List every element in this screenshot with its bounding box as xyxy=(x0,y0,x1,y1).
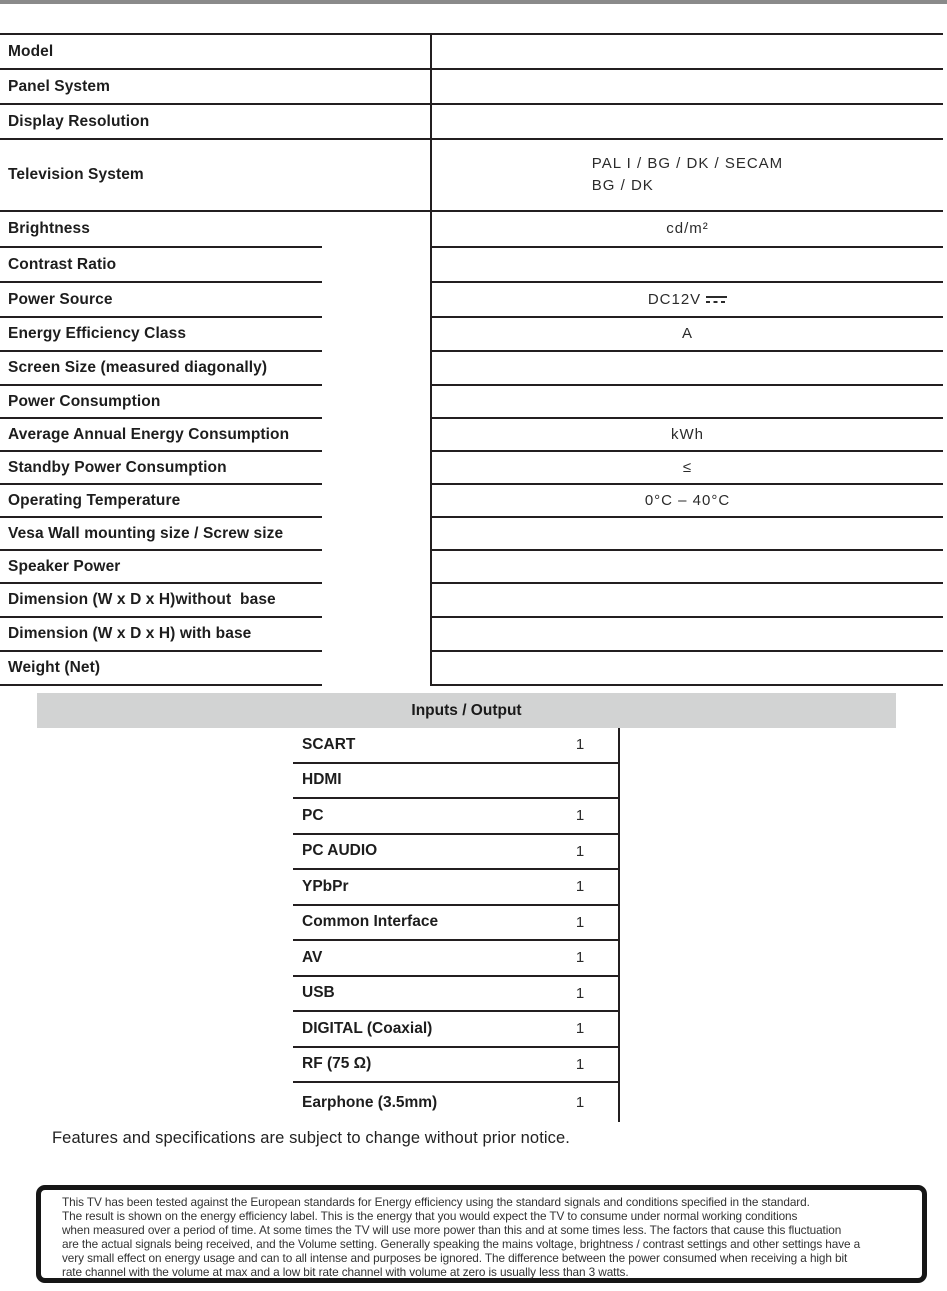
spec-row-value-cell xyxy=(430,485,943,518)
spec-row-label-cell xyxy=(0,70,322,105)
spec-row-label-cell xyxy=(0,283,322,318)
spec-row-value-cell xyxy=(430,386,943,419)
spec-row-label-cell xyxy=(0,551,322,584)
spec-row-label-cell xyxy=(0,485,322,518)
spec-row-label: Model xyxy=(8,42,54,60)
spec-row-gap-cell xyxy=(322,318,430,352)
io-row xyxy=(293,764,618,800)
spec-row-gap-cell xyxy=(322,618,430,652)
spec-row-label-cell xyxy=(0,212,322,248)
spec-row-label: Panel System xyxy=(8,77,111,95)
spec-value-line: PAL I / BG / DK / SECAM xyxy=(591,155,784,172)
spec-row-value-cell xyxy=(430,283,943,318)
io-row-value: 1 xyxy=(575,1055,585,1073)
spec-row-label-cell xyxy=(0,419,322,452)
io-table xyxy=(293,728,620,1122)
spec-value-line: DC12V xyxy=(648,289,727,311)
spec-row xyxy=(0,35,943,70)
spec-row-label-cell xyxy=(0,105,322,140)
io-row xyxy=(293,870,618,906)
dc-symbol-icon xyxy=(706,294,727,305)
spec-value-line: A xyxy=(681,325,693,342)
notice-text: Features and specifications are subject to change without prior notice. xyxy=(52,1129,570,1147)
io-row xyxy=(293,1012,618,1048)
spec-row-label-cell xyxy=(0,140,322,212)
spec-row-label: Operating Temperature xyxy=(8,491,181,509)
io-row xyxy=(293,941,618,977)
spec-row-value-cell xyxy=(430,248,943,283)
io-row xyxy=(293,799,618,835)
spec-row-gap-cell xyxy=(322,386,430,419)
io-row-label: USB xyxy=(302,984,335,1002)
spec-row-label: Standby Power Consumption xyxy=(8,458,227,476)
io-row xyxy=(293,1048,618,1084)
spec-row xyxy=(0,140,943,212)
spec-row-value-cell xyxy=(430,419,943,452)
spec-row-label: Power Consumption xyxy=(8,392,161,410)
io-row xyxy=(293,728,618,764)
spec-row-label-cell xyxy=(0,584,322,618)
io-row xyxy=(293,835,618,871)
spec-row-gap-cell xyxy=(322,35,430,70)
io-row-label: DIGITAL (Coaxial) xyxy=(302,1019,433,1037)
spec-row xyxy=(0,352,943,386)
io-row-value: 1 xyxy=(575,913,585,931)
spec-row xyxy=(0,212,943,248)
io-row-label: PC xyxy=(302,806,324,824)
io-row-label: PC AUDIO xyxy=(302,842,378,860)
io-header-bar xyxy=(37,693,896,728)
spec-row-label: Television System xyxy=(8,166,144,183)
spec-row-value xyxy=(671,424,704,446)
spec-row-value-cell xyxy=(430,551,943,584)
io-row-value: 1 xyxy=(575,949,585,967)
spec-row-label-cell xyxy=(0,35,322,70)
io-row-value: 1 xyxy=(575,878,585,896)
spec-row-label: Average Annual Energy Consumption xyxy=(8,425,290,443)
spec-row-label: Display Resolution xyxy=(8,112,150,130)
spec-row-label: Dimension (W x D x H)without base xyxy=(8,591,276,608)
spec-row-gap-cell xyxy=(322,70,430,105)
spec-row-label: Weight (Net) xyxy=(8,659,101,676)
spec-row-value-cell xyxy=(430,618,943,652)
spec-table xyxy=(0,33,943,686)
spec-row-gap-cell xyxy=(322,352,430,386)
top-strip xyxy=(0,0,947,4)
spec-row-value-cell xyxy=(430,318,943,352)
spec-row xyxy=(0,551,943,584)
spec-row-gap-cell xyxy=(322,212,430,248)
spec-row-gap-cell xyxy=(322,551,430,584)
spec-row-label: Speaker Power xyxy=(8,557,121,575)
spec-row-gap-cell xyxy=(322,419,430,452)
spec-row-label-cell xyxy=(0,248,322,283)
spec-row xyxy=(0,518,943,551)
spec-row-value-cell xyxy=(430,140,943,212)
spec-row-gap-cell xyxy=(322,584,430,618)
spec-row-label-cell xyxy=(0,452,322,485)
io-row xyxy=(293,906,618,942)
spec-row-gap-cell xyxy=(322,283,430,318)
spec-row xyxy=(0,248,943,283)
io-header-title: Inputs / Output xyxy=(411,701,522,719)
io-row xyxy=(293,977,618,1013)
io-row-label: YPbPr xyxy=(302,877,349,895)
spec-row-label-cell xyxy=(0,352,322,386)
spec-value-line: ≤ xyxy=(682,458,693,476)
spec-row-label-cell xyxy=(0,386,322,419)
spec-row-value xyxy=(682,323,693,345)
io-row-label: Common Interface xyxy=(302,913,439,931)
spec-row-gap-cell xyxy=(322,140,430,212)
spec-row-gap-cell xyxy=(322,105,430,140)
spec-row-label: Screen Size (measured diagonally) xyxy=(8,359,268,376)
spec-row xyxy=(0,283,943,318)
spec-row-label-cell xyxy=(0,518,322,551)
spec-row-label: Vesa Wall mounting size / Screw size xyxy=(8,524,284,542)
spec-row xyxy=(0,452,943,485)
spec-row-value xyxy=(592,153,783,197)
io-row-label: RF (75 Ω) xyxy=(302,1055,372,1073)
io-row-value: 1 xyxy=(575,807,585,825)
io-row-value: 1 xyxy=(575,1020,585,1038)
spec-row-value-cell xyxy=(430,518,943,551)
spec-row-value-cell xyxy=(430,70,943,105)
spec-row xyxy=(0,70,943,105)
spec-row-value-cell xyxy=(430,584,943,618)
spec-value-line: BG / DK xyxy=(591,177,654,194)
spec-row-value xyxy=(648,289,727,311)
spec-row-gap-cell xyxy=(322,248,430,283)
io-row-label: HDMI xyxy=(302,771,342,789)
spec-row xyxy=(0,419,943,452)
io-row-label: AV xyxy=(302,948,323,966)
io-row-value: 1 xyxy=(575,736,585,754)
spec-row-label: Dimension (W x D x H) with base xyxy=(8,625,252,642)
energy-note-line: are the actual signals being received, and the Volume setting. Generally speaking the mains voltage, brightness / contrast settings and other settings have a xyxy=(62,1237,861,1251)
spec-row xyxy=(0,485,943,518)
io-row-value: 1 xyxy=(575,842,585,860)
spec-row-value-cell xyxy=(430,105,943,140)
energy-note-line: The result is shown on the energy efficiency label. This is the energy that you would expect the TV to consume under normal working conditions xyxy=(62,1209,798,1223)
spec-row-value-cell xyxy=(430,35,943,70)
energy-note-line: This TV has been tested against the European standards for Energy efficiency using the standard signals and conditions specified in the standard. xyxy=(62,1195,810,1209)
spec-row-gap-cell xyxy=(322,518,430,551)
spec-row xyxy=(0,618,943,652)
spec-row xyxy=(0,386,943,419)
spec-row xyxy=(0,318,943,352)
energy-note-line: very small effect on energy usage and can to all intense and purposes be ignored. The difference between the power consumed when receiving a high bit xyxy=(62,1251,848,1265)
spec-row-gap-cell xyxy=(322,652,430,686)
spec-row-value-cell xyxy=(430,452,943,485)
spec-row-label-cell xyxy=(0,652,322,686)
spec-row-value xyxy=(683,457,692,479)
energy-note-line: rate channel with the volume at max and a low bit rate channel with volume at zero is usually less than 3 watts. xyxy=(62,1265,629,1279)
spec-row xyxy=(0,105,943,140)
spec-row-label-cell xyxy=(0,618,322,652)
spec-row-gap-cell xyxy=(322,485,430,518)
energy-note-box xyxy=(36,1185,927,1283)
spec-row-label-cell xyxy=(0,318,322,352)
spec-value-line: kWh xyxy=(671,425,704,443)
spec-value-line: 0°C – 40°C xyxy=(644,491,731,509)
spec-row xyxy=(0,652,943,686)
spec-row-value xyxy=(666,218,709,240)
spec-row xyxy=(0,584,943,618)
spec-row-label: Energy Efficiency Class xyxy=(8,325,187,342)
spec-row-label: Contrast Ratio xyxy=(8,255,117,273)
spec-row-label: Power Source xyxy=(8,290,113,308)
spec-row-value xyxy=(645,490,730,512)
io-row-value: 1 xyxy=(575,1094,585,1111)
io-row-label: Earphone (3.5mm) xyxy=(302,1093,438,1111)
spec-value-line: cd/m² xyxy=(666,220,709,237)
spec-row-label: Brightness xyxy=(8,220,90,237)
io-row xyxy=(293,1083,618,1122)
energy-note-line: when measured over a period of time. At some times the TV will use more power than this and at some times less. The factors that cause this fluctuation xyxy=(62,1223,842,1237)
spec-row-value-cell xyxy=(430,212,943,248)
spec-row-value-cell xyxy=(430,352,943,386)
spec-row-value-cell xyxy=(430,652,943,686)
io-row-label: SCART xyxy=(302,735,356,753)
spec-row-gap-cell xyxy=(322,452,430,485)
io-row-value: 1 xyxy=(575,984,585,1002)
